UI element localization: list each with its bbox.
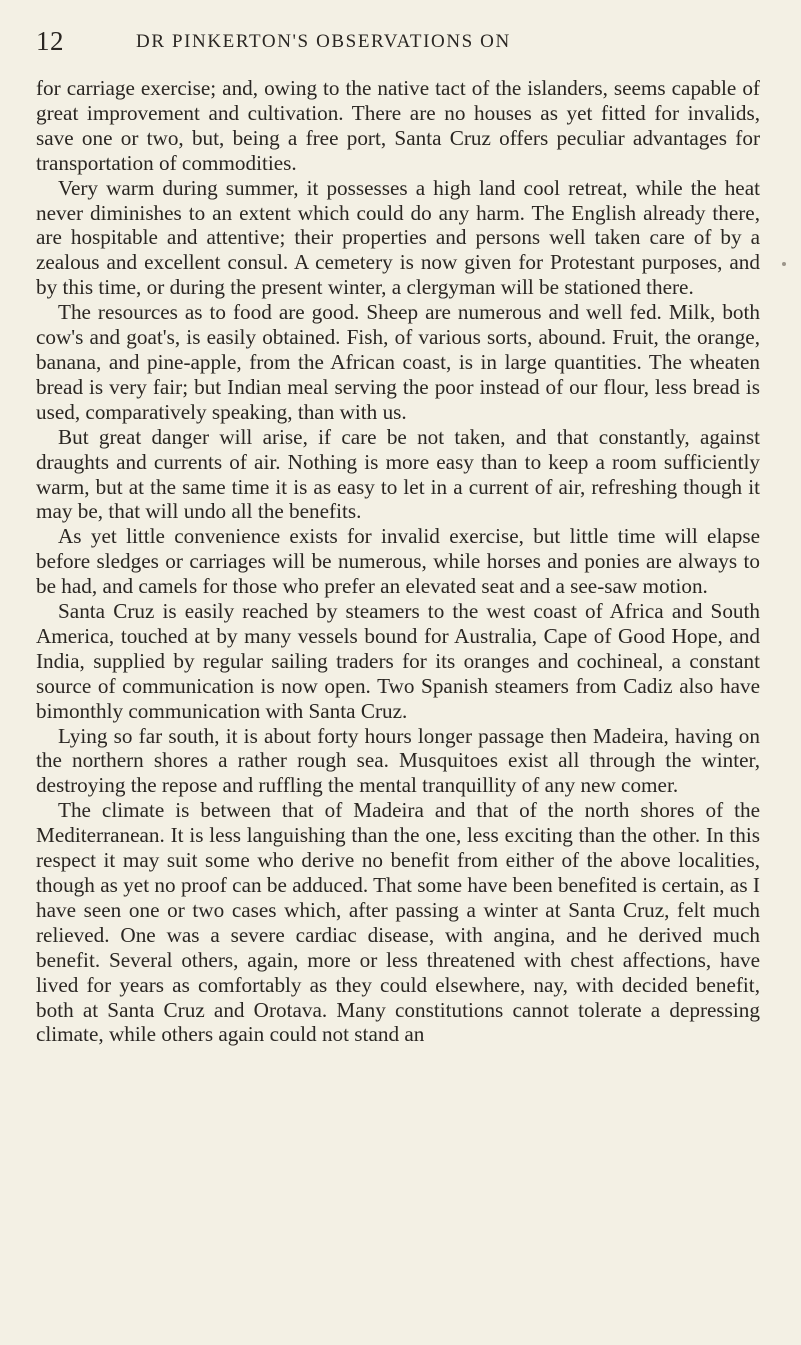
paragraph-draughts-danger: But great danger will arise, if care be not taken, and that constantly, against draughts and currents of air. Nothing is more easy than to keep a room sufficiently warm, but at the same time it is as easy to let in a current of air, refreshing though it may be, that will undo all the benefits. <box>36 424 760 524</box>
paragraph-continued: for carriage exercise; and, owing to the native tact of the islanders, seems capable of great improvement and cultivation. There are no houses as yet fitted for invalids, save one or two, but, being a free port, Santa Cruz offers peculiar advantages for transportation of commodities. <box>36 76 760 175</box>
page-header <box>36 26 765 58</box>
body-text <box>36 76 760 1047</box>
running-head: DR PINKERTON'S OBSERVATIONS ON <box>136 31 511 52</box>
paragraph-communication: Santa Cruz is easily reached by steamers to the west coast of Africa and South America, touched at by many vessels bound for Australia, Cape of Good Hope, and India, supplied by regular sailing traders for its oranges and cochineal, a constant source of communication is now open. Two Spanish steamers from Cadiz also have bimonthly communication with Santa Cruz. <box>36 599 760 723</box>
paragraph-food-resources: The resources as to food are good. Sheep are numerous and well fed. Milk, both cow's and goat's, is easily obtained. Fish, of various sorts, abound. Fruit, the orange, banana, and pine-apple, from the African coast, is in large quantities. The wheaten bread is very fair; but Indian meal serving the poor instead of our flour, less bread is used, comparatively speaking, than with us. <box>36 300 760 424</box>
paragraph-climate-comparison: The climate is between that of Madeira and that of the north shores of the Mediterranean. It is less languishing than the one, less exciting than the other. In this respect it may suit some who derive no benefit from either of the above localities, though as yet no proof can be adduced. That some have been benefited is certain, as I have seen one or two cases which, after passing a winter at Santa Cruz, felt much relieved. One was a severe cardiac disease, with angina, and he derived much benefit. Several others, again, more or less threatened with chest affections, have lived for years as comfortably as they could elsewhere, nay, with decided benefit, both at Santa Cruz and Orotava. Many constitutions cannot tolerate a depressing climate, while others again could not stand an <box>36 798 760 1047</box>
paragraph-climate-summer: Very warm during summer, it possesses a high land cool retreat, while the heat never diminishes to an extent which could do any harm. The English already there, are hospitable and attentive; their properties and persons well taken care of by a zealous and excellent consul. A cemetery is now given for Protestant purposes, and by this time, or during the present winter, a clergyman will be stationed there. <box>36 175 760 300</box>
margin-mark <box>782 262 786 266</box>
paragraph-invalid-exercise: As yet little convenience exists for invalid exercise, but little time will elapse before sledges or carriages will be numerous, while horses and ponies are always to be had, and camels for those who prefer an elevated seat and a see-saw motion. <box>36 524 760 599</box>
paragraph-location-musquitoes: Lying so far south, it is about forty hours longer passage then Madeira, having on the northern shores a rather rough sea. Musquitoes exist all through the winter, destroying the repose and ruffling the mental tranquillity of any new comer. <box>36 723 760 798</box>
page-number: 12 <box>36 26 64 56</box>
